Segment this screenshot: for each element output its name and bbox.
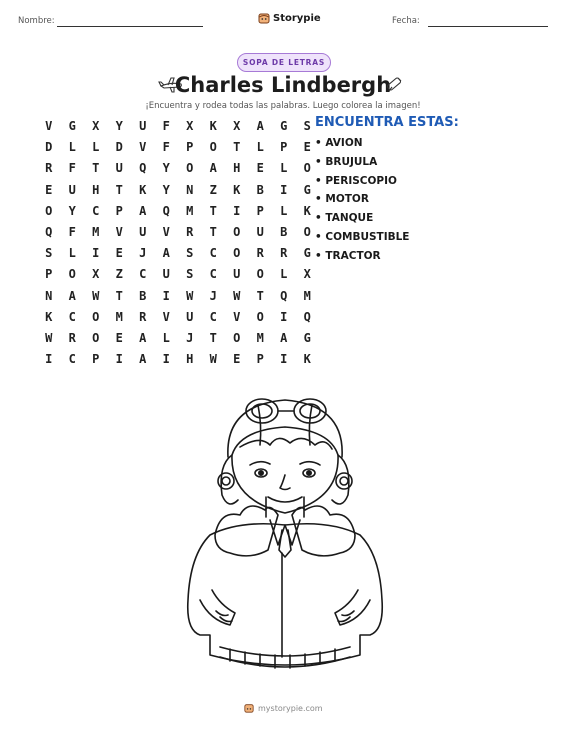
storypie-pie-mascot-icon	[244, 703, 254, 713]
grid-letter[interactable]: I	[280, 182, 288, 197]
grid-letter[interactable]: G	[68, 119, 76, 133]
grid-letter[interactable]: E	[115, 330, 123, 345]
grid-letter[interactable]: X	[233, 119, 241, 133]
grid-letter[interactable]: O	[68, 267, 76, 282]
storypie-pie-mascot-icon	[258, 12, 270, 24]
grid-letter[interactable]: H	[92, 182, 100, 197]
grid-letter[interactable]: U	[256, 224, 264, 239]
grid-letter[interactable]: I	[280, 352, 288, 367]
grid-letter[interactable]: T	[115, 288, 123, 303]
grid-letter[interactable]: C	[68, 352, 76, 367]
grid-letter[interactable]: N	[45, 288, 53, 303]
grid-letter[interactable]: Y	[115, 119, 123, 133]
grid-letter[interactable]: T	[209, 330, 217, 345]
grid-letter[interactable]: M	[256, 330, 264, 345]
grid-letter[interactable]: A	[280, 330, 288, 345]
grid-letter[interactable]: Q	[45, 224, 53, 239]
grid-letter[interactable]: X	[186, 119, 194, 133]
grid-letter[interactable]: P	[256, 352, 264, 367]
grid-letter[interactable]: I	[45, 352, 53, 367]
grid-letter[interactable]: K	[139, 182, 147, 197]
grid-letter[interactable]: M	[186, 203, 194, 218]
grid-row	[37, 351, 319, 372]
grid-letter[interactable]: Q	[139, 161, 147, 176]
grid-letter[interactable]: O	[303, 161, 311, 176]
grid-letter[interactable]: V	[162, 224, 170, 239]
grid-letter[interactable]: I	[115, 352, 123, 367]
grid-letter[interactable]: E	[256, 161, 264, 176]
grid-letter[interactable]: O	[92, 309, 100, 324]
page-footer	[0, 703, 566, 719]
grid-letter[interactable]: F	[162, 140, 170, 155]
grid-letter[interactable]: L	[92, 140, 100, 155]
grid-letter[interactable]: X	[92, 119, 100, 133]
grid-letter[interactable]: M	[92, 224, 100, 239]
grid-letter[interactable]: L	[68, 140, 76, 155]
grid-letter[interactable]: J	[139, 246, 147, 261]
grid-letter[interactable]: R	[68, 330, 76, 345]
grid-letter[interactable]: H	[186, 352, 194, 367]
grid-letter[interactable]: J	[209, 288, 217, 303]
grid-row	[37, 245, 319, 266]
word-item: • BRUJULA	[315, 155, 378, 168]
grid-letter[interactable]: R	[280, 246, 288, 261]
word-item: • TRACTOR	[315, 249, 381, 262]
grid-letter[interactable]: I	[280, 309, 288, 324]
grid-letter[interactable]: O	[256, 267, 264, 282]
grid-letter[interactable]: R	[256, 246, 264, 261]
grid-letter[interactable]: K	[303, 352, 311, 367]
grid-letter[interactable]: D	[115, 140, 123, 155]
grid-letter[interactable]: P	[115, 203, 123, 218]
grid-letter[interactable]: G	[303, 246, 311, 261]
grid-letter[interactable]: D	[45, 140, 53, 155]
grid-letter[interactable]: T	[256, 288, 264, 303]
date-label: Fecha:	[392, 16, 420, 26]
grid-letter[interactable]: B	[256, 182, 264, 197]
grid-letter[interactable]: Q	[162, 203, 170, 218]
grid-letter[interactable]: N	[186, 182, 194, 197]
grid-letter[interactable]: A	[256, 119, 264, 133]
grid-letter[interactable]: M	[303, 288, 311, 303]
word-list	[315, 115, 459, 266]
grid-letter[interactable]: O	[303, 224, 311, 239]
grid-letter[interactable]: I	[162, 288, 170, 303]
grid-letter[interactable]: L	[280, 203, 288, 218]
grid-letter[interactable]: A	[68, 288, 76, 303]
grid-letter[interactable]: S	[186, 246, 194, 261]
grid-letter[interactable]: X	[92, 267, 100, 282]
grid-row	[37, 330, 319, 351]
brand-logo	[258, 12, 321, 24]
aviator-pilot-coloring-illustration	[170, 385, 400, 685]
grid-letter[interactable]: K	[233, 182, 241, 197]
grid-row	[37, 160, 319, 181]
grid-letter[interactable]: C	[209, 267, 217, 282]
grid-letter[interactable]: K	[45, 309, 53, 324]
grid-letter[interactable]: P	[256, 203, 264, 218]
grid-letter[interactable]: O	[256, 309, 264, 324]
grid-letter[interactable]: O	[209, 140, 217, 155]
grid-letter[interactable]: X	[303, 267, 311, 282]
grid-letter[interactable]: W	[92, 288, 100, 303]
grid-row	[37, 266, 319, 287]
word-search-grid	[37, 118, 319, 372]
grid-letter[interactable]: W	[233, 288, 241, 303]
grid-letter[interactable]: F	[68, 161, 76, 176]
grid-letter[interactable]: A	[139, 330, 147, 345]
grid-letter[interactable]: V	[233, 309, 241, 324]
grid-letter[interactable]: C	[209, 309, 217, 324]
grid-letter[interactable]: A	[139, 203, 147, 218]
page-title: Charles Lindbergh	[174, 73, 392, 97]
grid-letter[interactable]: K	[303, 203, 311, 218]
grid-letter[interactable]: C	[139, 267, 147, 282]
grid-letter[interactable]: A	[139, 352, 147, 367]
grid-letter[interactable]: W	[45, 330, 53, 345]
word-search-badge: SOPA DE LETRAS	[237, 53, 331, 72]
grid-letter[interactable]: E	[45, 182, 53, 197]
grid-row	[37, 288, 319, 309]
grid-letter[interactable]: Z	[209, 182, 217, 197]
grid-row	[37, 224, 319, 245]
grid-letter[interactable]: L	[256, 140, 264, 155]
grid-letter[interactable]: Y	[162, 161, 170, 176]
grid-letter[interactable]: Y	[68, 203, 76, 218]
grid-row	[37, 139, 319, 160]
grid-letter[interactable]: O	[45, 203, 53, 218]
grid-letter[interactable]: U	[139, 119, 147, 133]
grid-letter[interactable]: G	[280, 119, 288, 133]
grid-letter[interactable]: O	[186, 161, 194, 176]
grid-letter[interactable]: P	[45, 267, 53, 282]
grid-letter[interactable]: H	[233, 161, 241, 176]
grid-letter[interactable]: T	[92, 161, 100, 176]
grid-row	[37, 309, 319, 330]
grid-letter[interactable]: E	[115, 246, 123, 261]
grid-letter[interactable]: J	[186, 330, 194, 345]
word-item: • PERISCOPIO	[315, 174, 397, 187]
grid-letter[interactable]: A	[162, 246, 170, 261]
grid-letter[interactable]: U	[233, 267, 241, 282]
grid-letter[interactable]: I	[233, 203, 241, 218]
grid-letter[interactable]: T	[209, 203, 217, 218]
word-item: • COMBUSTIBLE	[315, 230, 410, 243]
grid-letter[interactable]: G	[303, 330, 311, 345]
grid-letter[interactable]: V	[162, 309, 170, 324]
grid-letter[interactable]: E	[303, 140, 311, 155]
grid-row	[37, 182, 319, 203]
grid-letter[interactable]: R	[139, 309, 147, 324]
grid-letter[interactable]: W	[186, 288, 194, 303]
grid-letter[interactable]: S	[45, 246, 53, 261]
grid-letter[interactable]: L	[280, 161, 288, 176]
grid-letter[interactable]: L	[162, 330, 170, 345]
grid-letter[interactable]: L	[68, 246, 76, 261]
page-header	[0, 12, 566, 32]
grid-letter[interactable]: U	[68, 182, 76, 197]
grid-letter[interactable]: B	[139, 288, 147, 303]
grid-letter[interactable]: O	[92, 330, 100, 345]
grid-row	[37, 118, 319, 139]
grid-letter[interactable]: Q	[303, 309, 311, 324]
grid-letter[interactable]: Z	[115, 267, 123, 282]
footer-website: mystorypie.com	[258, 703, 323, 713]
instructions: ¡Encuentra y rodea todas las palabras. Luego colorea la imagen!	[145, 101, 421, 111]
grid-letter[interactable]: U	[162, 267, 170, 282]
grid-letter[interactable]: P	[186, 140, 194, 155]
grid-letter[interactable]: Y	[162, 182, 170, 197]
grid-letter[interactable]: F	[68, 224, 76, 239]
grid-letter[interactable]: A	[209, 161, 217, 176]
grid-letter[interactable]: T	[115, 182, 123, 197]
grid-letter[interactable]: O	[233, 224, 241, 239]
grid-letter[interactable]: G	[303, 182, 311, 197]
grid-letter[interactable]: O	[233, 330, 241, 345]
grid-letter[interactable]: T	[233, 140, 241, 155]
grid-letter[interactable]: C	[209, 246, 217, 261]
grid-letter[interactable]: S	[186, 267, 194, 282]
grid-letter[interactable]: T	[209, 224, 217, 239]
word-item: • MOTOR	[315, 193, 369, 206]
grid-letter[interactable]: R	[45, 161, 53, 176]
word-item: • TANQUE	[315, 212, 374, 225]
grid-letter[interactable]: C	[92, 203, 100, 218]
grid-letter[interactable]: R	[186, 224, 194, 239]
grid-letter[interactable]: W	[209, 352, 217, 367]
grid-letter[interactable]: I	[162, 352, 170, 367]
grid-letter[interactable]: V	[45, 119, 53, 133]
grid-letter[interactable]: V	[139, 140, 147, 155]
grid-letter[interactable]: U	[186, 309, 194, 324]
grid-letter[interactable]: B	[280, 224, 288, 239]
grid-letter[interactable]: O	[233, 246, 241, 261]
grid-letter[interactable]: U	[115, 161, 123, 176]
grid-letter[interactable]: C	[68, 309, 76, 324]
word-list-heading: ENCUENTRA ESTAS:	[315, 115, 459, 130]
name-label: Nombre:	[18, 16, 55, 26]
grid-letter[interactable]: L	[280, 267, 288, 282]
grid-letter[interactable]: P	[280, 140, 288, 155]
date-field-line[interactable]	[428, 26, 548, 27]
grid-letter[interactable]: U	[139, 224, 147, 239]
word-item: • AVION	[315, 137, 363, 149]
grid-letter[interactable]: E	[233, 352, 241, 367]
name-field-line[interactable]	[57, 26, 203, 27]
grid-letter[interactable]: V	[115, 224, 123, 239]
grid-letter[interactable]: I	[92, 246, 100, 261]
grid-letter[interactable]: P	[92, 352, 100, 367]
grid-letter[interactable]: F	[162, 119, 170, 133]
grid-letter[interactable]: M	[115, 309, 123, 324]
grid-letter[interactable]: K	[209, 119, 217, 133]
brand-name: Storypie	[273, 12, 321, 24]
telescope-icon	[383, 75, 405, 95]
grid-letter[interactable]: Q	[280, 288, 288, 303]
grid-row	[37, 203, 319, 224]
grid-letter[interactable]: S	[303, 119, 311, 133]
